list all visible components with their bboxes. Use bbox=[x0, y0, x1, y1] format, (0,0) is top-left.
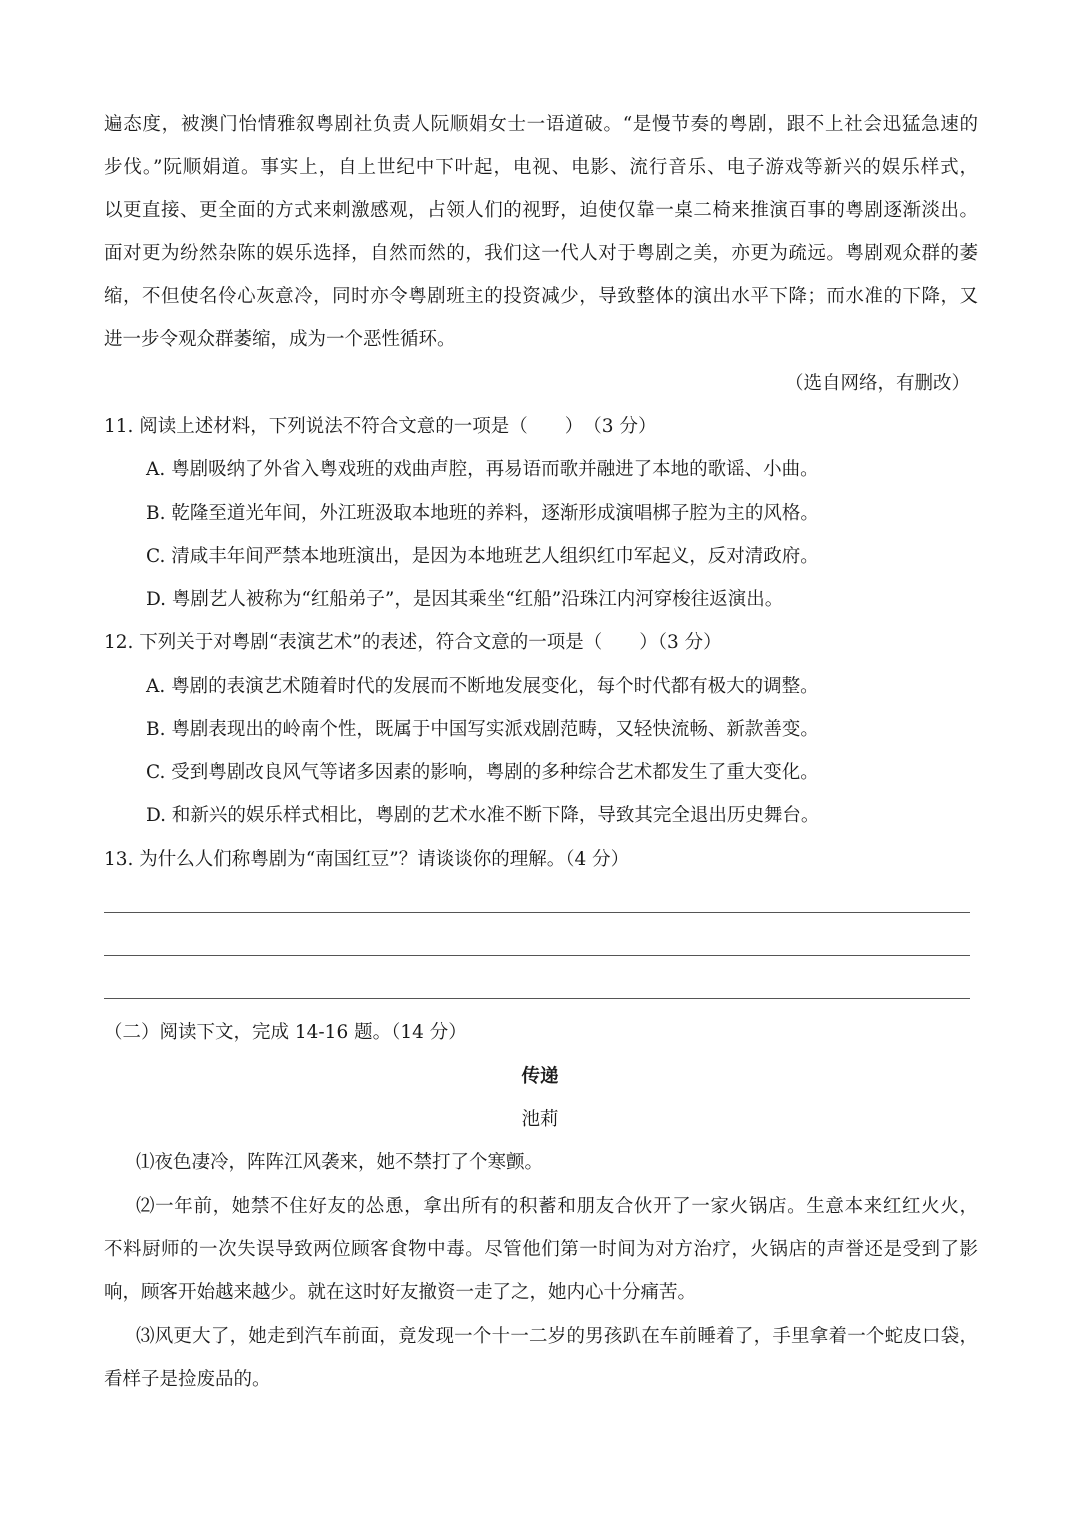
story-paragraph-2-line-1: ⑵一年前，她禁不住好友的怂恿，拿出所有的积蓄和朋友合伙开了一家火锅店。生意本来红红火火， bbox=[136, 1196, 978, 1217]
question-11-option-c: C. 清咸丰年间严禁本地班演出，是因为本地班艺人组织红巾军起义，反对清政府。 bbox=[146, 546, 819, 567]
question-13-stem: 13. 为什么人们称粤剧为“南国红豆”？请谈谈你的理解。（4 分） bbox=[104, 849, 630, 870]
answer-line-1 bbox=[104, 912, 970, 913]
question-12-stem: 12. 下列关于对粤剧“表演艺术”的表述，符合文意的一项是（ ）（3 分） bbox=[104, 632, 722, 653]
passage-line: 缩，不但使名伶心灰意冷，同时亦令粤剧班主的投资减少，导致整体的演出水平下降；而水准的下降，又 bbox=[104, 286, 978, 307]
question-12-option-b: B. 粤剧表现出的岭南个性，既属于中国写实派戏剧范畴，又轻快流畅、新款善变。 bbox=[146, 719, 819, 740]
story-paragraph-2-line-3: 响，顾客开始越来越少。就在这时好友撤资一走了之，她内心十分痛苦。 bbox=[104, 1282, 697, 1303]
passage-line: 遍态度，被澳门怡情雅叙粤剧社负责人阮顺娟女士一语道破。“是慢节奏的粤剧，跟不上社会迅猛急速的 bbox=[104, 114, 978, 135]
passage-line: 以更直接、更全面的方式来刺激感观，占领人们的视野，迫使仅靠一桌二椅来推演百事的粤剧逐渐淡出。 bbox=[104, 200, 978, 221]
answer-line-2 bbox=[104, 955, 970, 956]
story-title: 传递 bbox=[521, 1066, 559, 1087]
story-paragraph-3-line-1: ⑶风更大了，她走到汽车前面，竟发现一个十一二岁的男孩趴在车前睡着了，手里拿着一个蛇皮口袋， bbox=[136, 1326, 978, 1347]
question-11-option-b: B. 乾隆至道光年间，外江班汲取本地班的养料，逐渐形成演唱梆子腔为主的风格。 bbox=[146, 503, 819, 524]
question-12-option-c: C. 受到粤剧改良风气等诸多因素的影响，粤剧的多种综合艺术都发生了重大变化。 bbox=[146, 762, 819, 783]
section-2-heading: （二）阅读下文，完成 14-16 题。（14 分） bbox=[104, 1022, 467, 1043]
question-11-option-d: D. 粤剧艺人被称为“红船弟子”，是因其乘坐“红船”沿珠江内河穿梭往返演出。 bbox=[146, 589, 784, 610]
story-author: 池莉 bbox=[521, 1109, 559, 1130]
passage-line: 面对更为纷然杂陈的娱乐选择，自然而然的，我们这一代人对于粤剧之美，亦更为疏远。粤剧观众群的萎 bbox=[104, 243, 978, 264]
passage-source: （选自网络，有删改） bbox=[784, 373, 970, 394]
passage-line: 步伐。”阮顺娟道。事实上，自上世纪中下叶起，电视、电影、流行音乐、电子游戏等新兴的娱乐样式， bbox=[104, 157, 978, 178]
question-11-option-a: A. 粤剧吸纳了外省入粤戏班的戏曲声腔，再易语而歌并融进了本地的歌谣、小曲。 bbox=[146, 459, 819, 480]
question-11-stem: 11. 阅读上述材料，下列说法不符合文意的一项是（ ） （3 分） bbox=[104, 416, 657, 437]
question-12-option-d: D. 和新兴的娱乐样式相比，粤剧的艺术水准不断下降，导致其完全退出历史舞台。 bbox=[146, 805, 820, 826]
story-paragraph-1: ⑴夜色凄冷，阵阵江风袭来，她不禁打了个寒颤。 bbox=[136, 1152, 544, 1173]
story-paragraph-3-line-2: 看样子是捡废品的。 bbox=[104, 1369, 271, 1390]
story-paragraph-2-line-2: 不料厨师的一次失误导致两位顾客食物中毒。尽管他们第一时间为对方治疗，火锅店的声誉还是受到了影 bbox=[104, 1239, 978, 1260]
passage-line: 进一步令观众群萎缩，成为一个恶性循环。 bbox=[104, 329, 456, 350]
answer-line-3 bbox=[104, 998, 970, 999]
question-12-option-a: A. 粤剧的表演艺术随着时代的发展而不断地发展变化，每个时代都有极大的调整。 bbox=[146, 676, 819, 697]
